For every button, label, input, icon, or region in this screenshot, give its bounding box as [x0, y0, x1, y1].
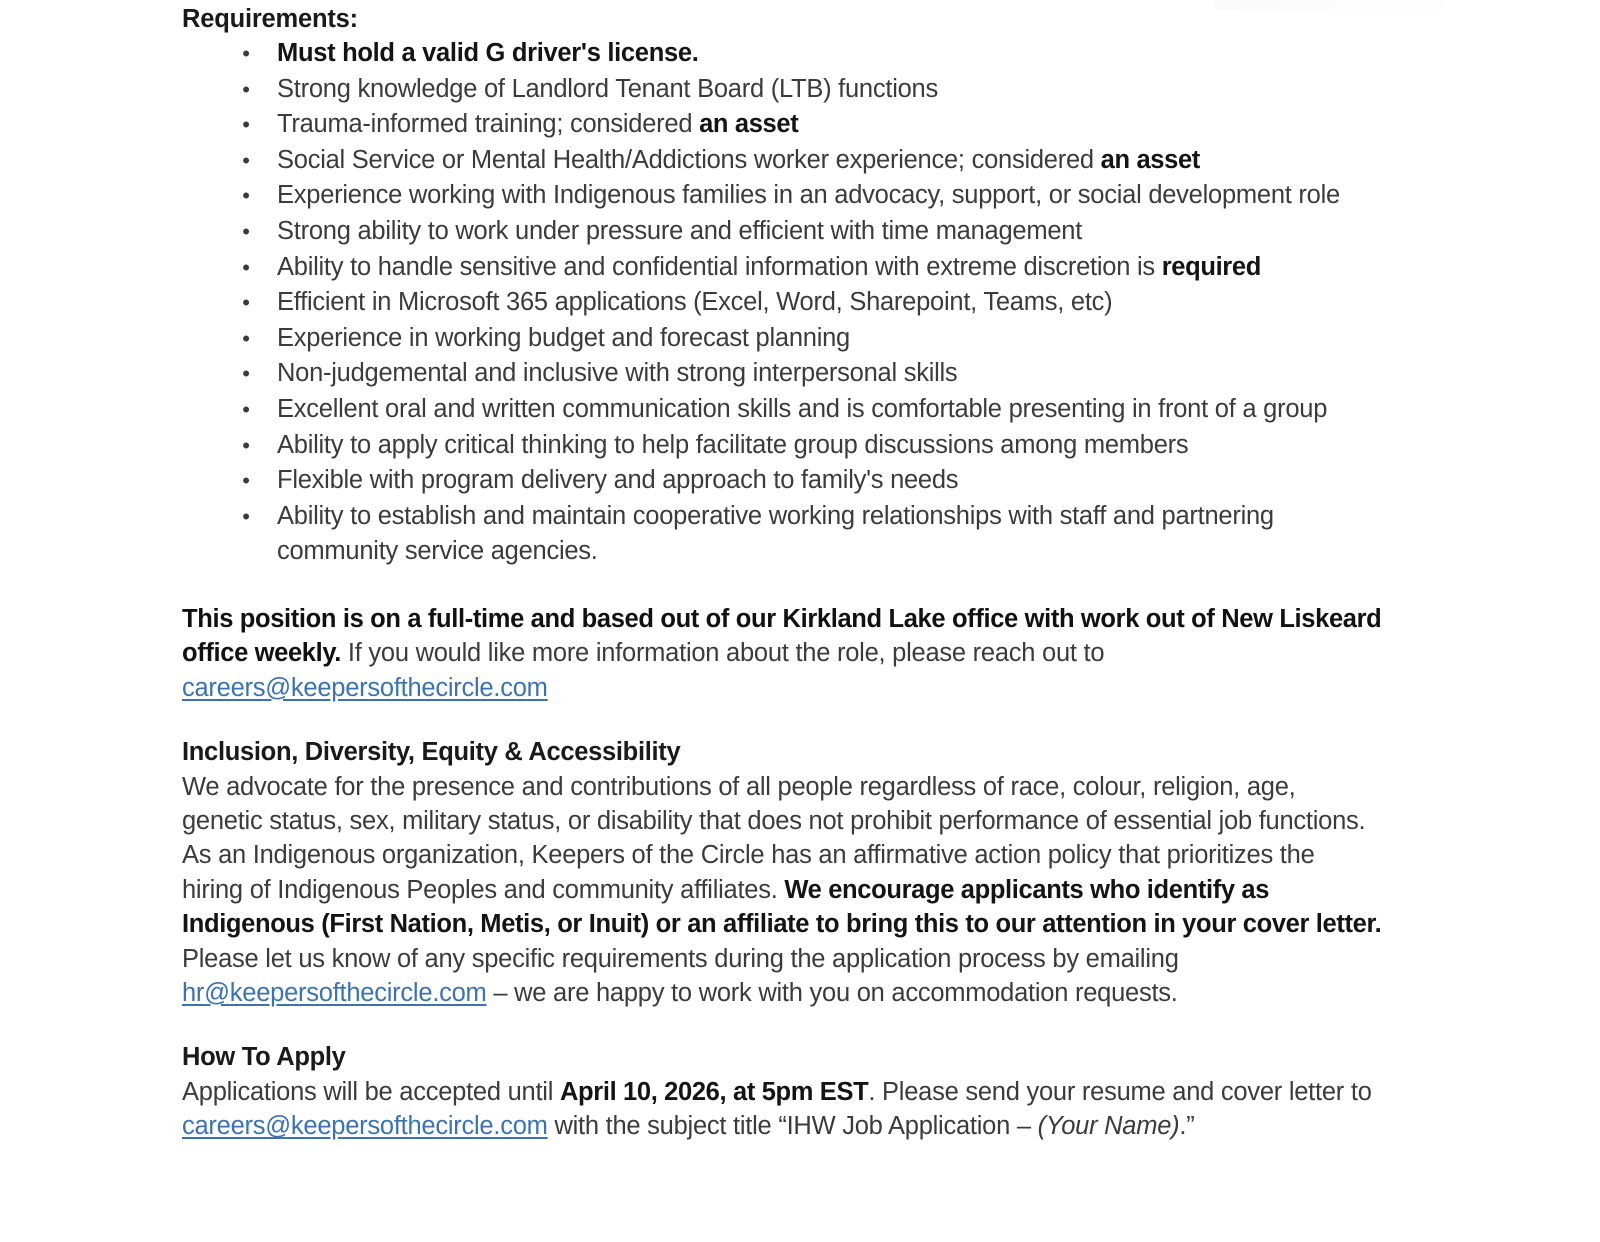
idea-section-heading: Inclusion, Diversity, Equity & Accessibility [182, 738, 681, 767]
list-item-label: Ability to apply critical thinking to help facilitate group discussions among members [277, 430, 1189, 459]
list-item [182, 428, 1382, 464]
spacer [182, 1010, 1382, 1040]
requirements-heading: Requirements: [182, 5, 358, 33]
list-item [182, 499, 1382, 570]
list-item [182, 285, 1382, 321]
list-item-label: Efficient in Microsoft 365 applications (Excel, Word, Sharepoint, Teams, etc) [277, 288, 1113, 317]
bullet-icon: • [242, 290, 250, 316]
bullet-icon: • [242, 432, 250, 458]
bullet-icon: • [242, 218, 250, 244]
how-to-apply-heading: How To Apply [182, 1043, 346, 1072]
list-item-label: Strong ability to work under pressure and efficient with time management [277, 216, 1083, 245]
list-item [182, 356, 1382, 392]
list-item [182, 107, 1382, 143]
list-item-emphasis: an asset [699, 110, 799, 139]
bullet-icon: • [242, 361, 250, 387]
idea-paragraph [182, 770, 1382, 1011]
bullet-icon: • [242, 468, 250, 494]
list-item-label: Non-judgemental and inclusive with strong interpersonal skills [277, 359, 958, 388]
list-item-label: Strong knowledge of Landlord Tenant Board (LTB) functions [277, 74, 938, 103]
list-item-label: Experience working with Indigenous families in an advocacy, support, or social development role [277, 181, 1340, 210]
your-name-placeholder: (Your Name) [1037, 1112, 1180, 1141]
bullet-icon: • [242, 112, 250, 138]
list-item [182, 36, 1382, 72]
how-to-apply-part1: Applications will be accepted until [182, 1077, 560, 1106]
bullet-icon: • [242, 396, 250, 422]
list-item-emphasis: required [1161, 252, 1261, 281]
list-item-label: Flexible with program delivery and approach to family's needs [277, 466, 959, 495]
bullet-icon: • [242, 41, 250, 66]
list-item-label: Must hold a valid G driver's license. [277, 39, 699, 67]
list-item [182, 250, 1382, 286]
idea-paragraph-part3: – we are happy to work with you on accommodation requests. [486, 978, 1178, 1007]
careers-email-link[interactable]: careers@keepersofthecircle.com [182, 673, 548, 702]
list-item-label: Experience in working budget and forecast planning [277, 323, 850, 352]
careers-email-link-apply[interactable]: careers@keepersofthecircle.com [182, 1112, 548, 1141]
bullet-icon: • [242, 147, 250, 173]
list-item [182, 321, 1382, 357]
list-item-emphasis: an asset [1100, 145, 1200, 174]
bullet-icon: • [242, 76, 250, 102]
idea-paragraph-part2: Please let us know of any specific requirements during the application process by emailing [182, 944, 1179, 973]
how-to-apply-part4: .” [1179, 1112, 1195, 1141]
list-item-label: Ability to establish and maintain cooperative working relationships with staff and partnering community service agencies. [277, 501, 1274, 566]
list-item [182, 72, 1382, 108]
list-item-label: Social Service or Mental Health/Addictions worker experience; considered [277, 145, 1101, 174]
how-to-apply-paragraph [182, 1075, 1382, 1144]
idea-paragraph-emphasis: We encourage applicants who identify as Indigenous (First Nation, Metis, or Inuit) or an affiliate to bring this to our attention in your cover letter. [182, 875, 1382, 939]
idea-paragraph-part1: We advocate for the presence and contributions of all people regardless of race, colour, religion, age, genetic status, sex, military status, or disability that does not prohibit performance of essential job functions. As an Indigenous organization, Keepers of the Circle has an affirmative action policy that prioritizes the hiring of Indigenous Peoples and community affiliates. [182, 772, 1366, 904]
bullet-icon: • [242, 503, 250, 529]
bullet-icon: • [242, 325, 250, 351]
spacer [182, 705, 1382, 735]
application-deadline: April 10, 2026, at 5pm EST [559, 1077, 869, 1106]
bullet-icon: • [242, 183, 250, 209]
position-paragraph-emphasis: This position is on a full-time and based out of our Kirkland Lake office with work out of New Liskeard office weekly. [182, 604, 1382, 668]
position-paragraph [182, 602, 1382, 705]
list-item [182, 463, 1382, 499]
bullet-icon: • [242, 254, 250, 280]
hr-email-link[interactable]: hr@keepersofthecircle.com [182, 978, 487, 1007]
list-item [182, 214, 1382, 250]
spacer [182, 570, 1382, 602]
list-item-label: Ability to handle sensitive and confidential information with extreme discretion is [277, 252, 1162, 281]
list-item-label: Excellent oral and written communication skills and is comfortable presenting in front of a group [277, 394, 1328, 423]
document-content [182, 2, 1382, 1144]
how-to-apply-part2: . Please send your resume and cover letter to [868, 1077, 1372, 1106]
list-item [182, 178, 1382, 214]
list-item [182, 143, 1382, 179]
list-item [182, 392, 1382, 428]
list-item-label: Trauma-informed training; considered [277, 110, 700, 139]
requirements-list [182, 36, 1382, 570]
how-to-apply-part3: with the subject title “IHW Job Application – [547, 1112, 1038, 1141]
position-paragraph-text: If you would like more information about the role, please reach out to [341, 639, 1105, 668]
